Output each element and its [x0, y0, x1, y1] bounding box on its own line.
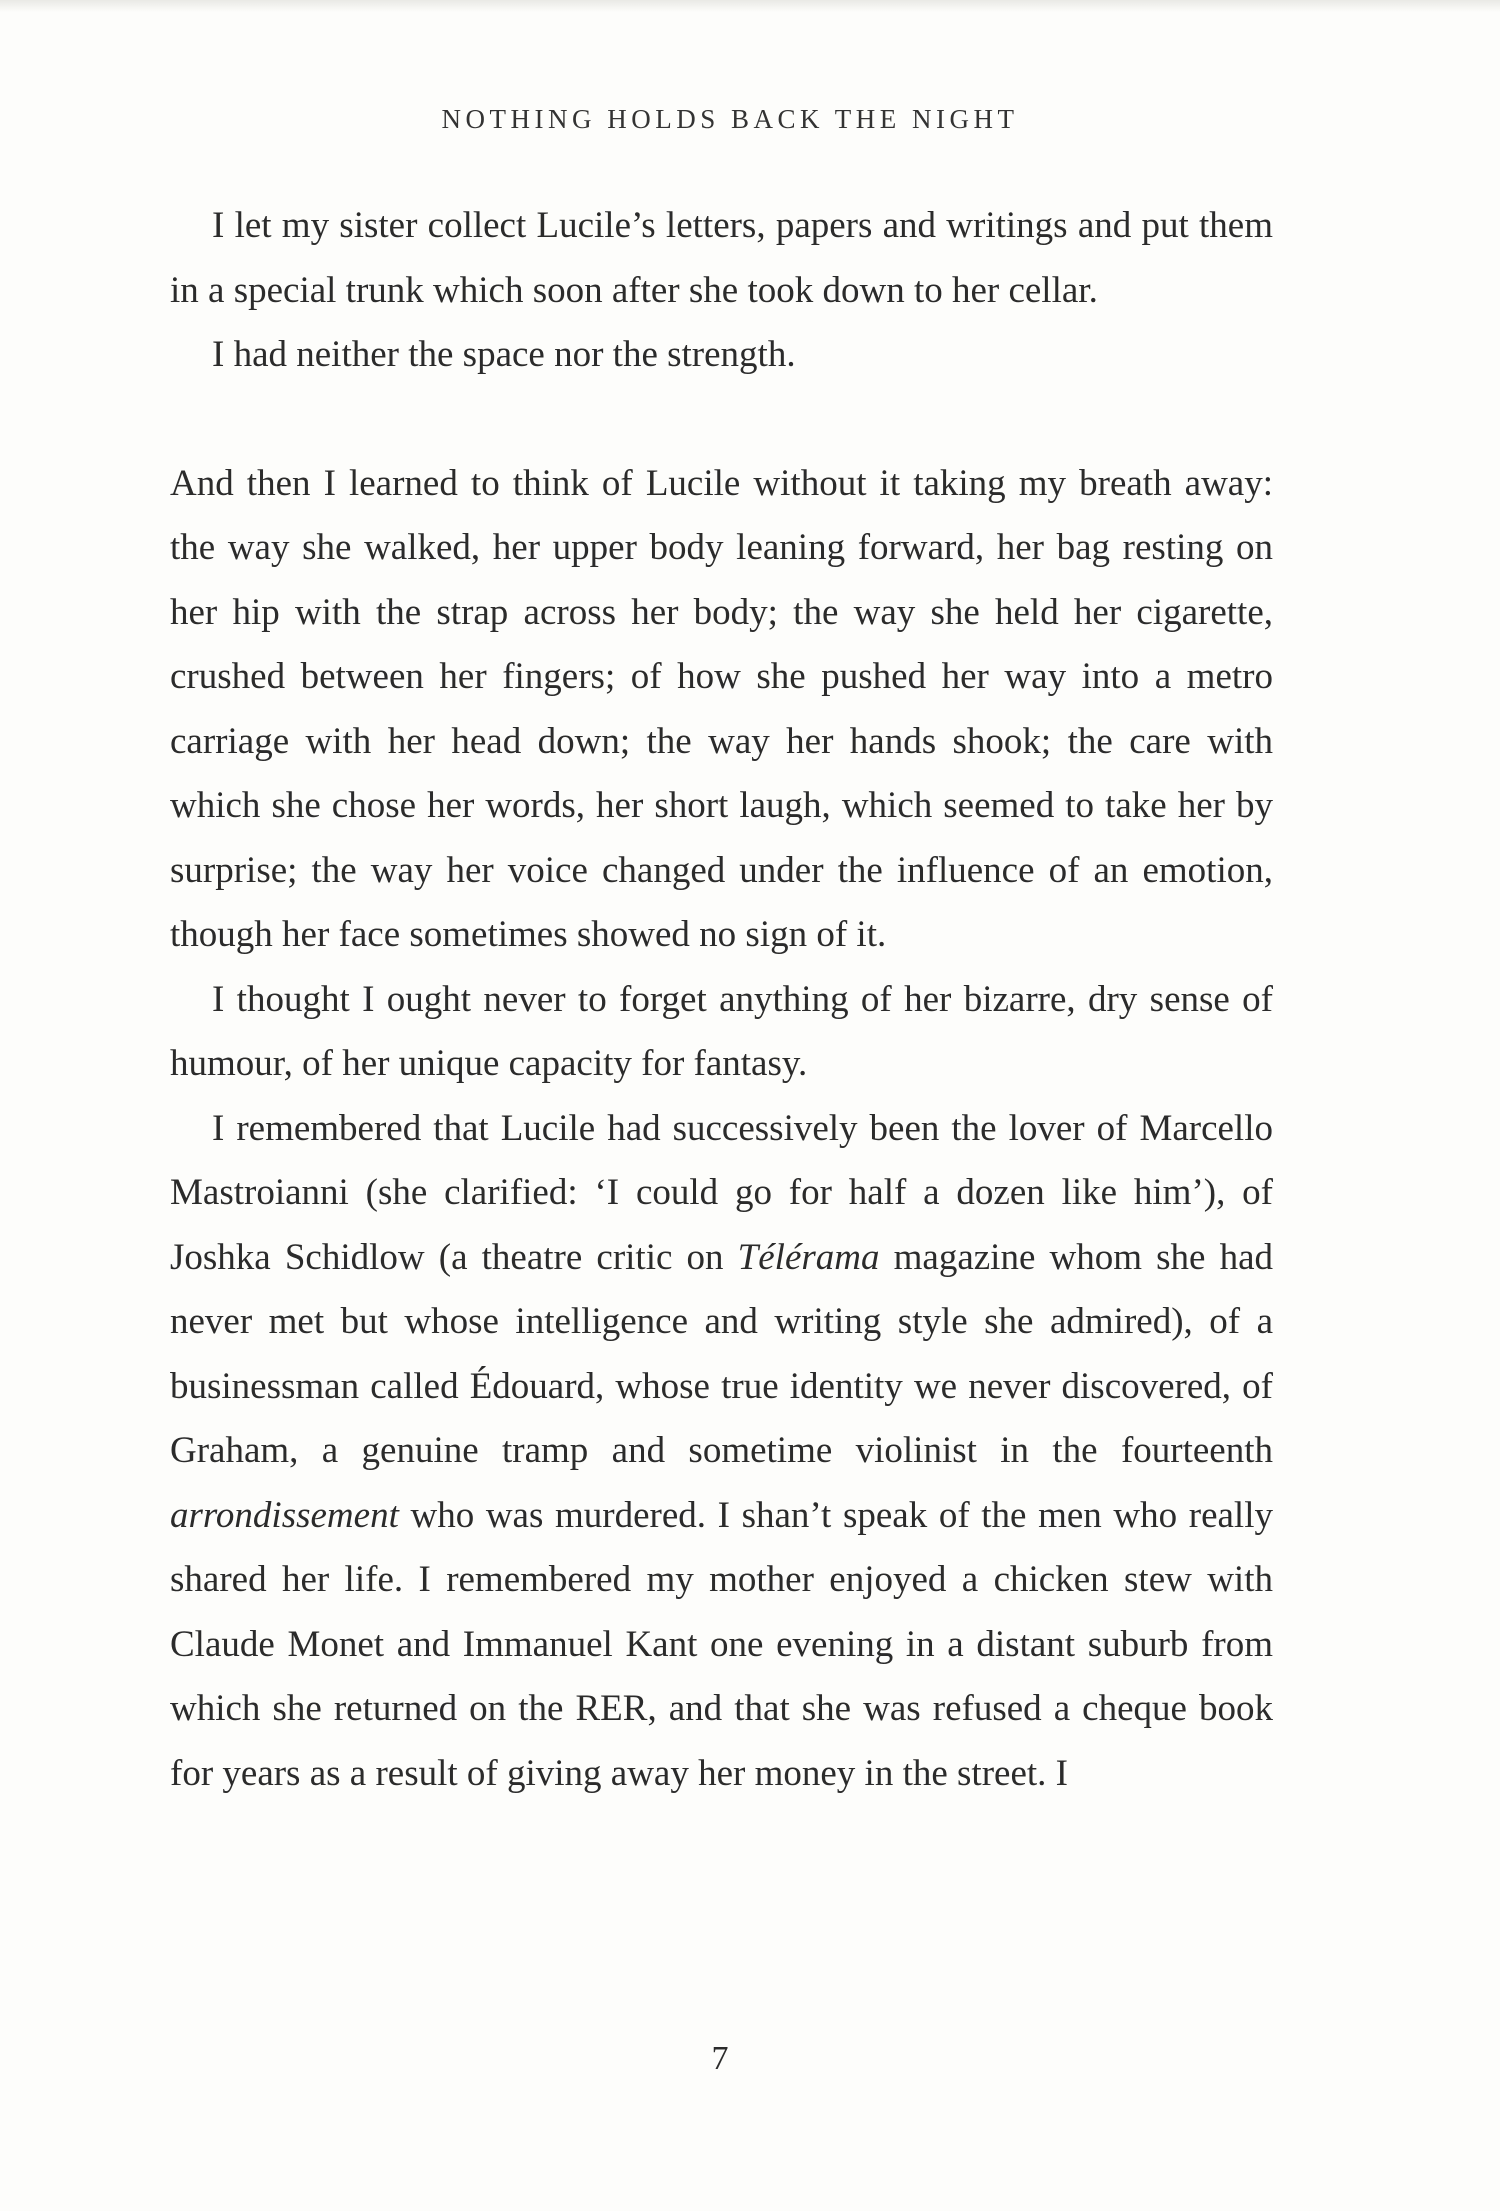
body-text: [170, 194, 1273, 1806]
paragraph-5-text-1: I remembered that Lucile had successively been the lover of Marcello Mastroianni (she clarified: ‘I could go for half a dozen like him’), of Joshka Schidlow (a theatre critic on: [170, 1107, 1273, 1278]
magazine-title: Télérama: [737, 1236, 880, 1278]
arrondissement-term: arrondissement: [170, 1494, 399, 1536]
paragraph-3: And then I learned to think of Lucile without it taking my breath away: the way she walked, her upper body leaning forward, her bag resting on her hip with the strap across her body; the way she held her cigarette, crushed between her fingers; of how she pushed her way into a metro carriage with her head down; the way her hands shook; the care with which she chose her words, her short laugh, which seemed to take her by surprise; the way her voice changed under the influence of an emotion, though her face sometimes showed no sign of it.: [170, 462, 1273, 955]
running-head: NOTHING HOLDS BACK THE NIGHT: [441, 104, 1019, 134]
paragraph-4: I thought I ought never to forget anything of her bizarre, dry sense of humour, of her unique capacity for fantasy.: [170, 978, 1273, 1084]
paragraph-5-text-2: magazine whom she had never met but whose intelligence and writing style she admired), of a businessman called Édouard, whose true identity we never discovered, of Graham, a genuine tramp and sometime violinist in the fourteenth: [170, 1236, 1273, 1471]
paragraph-1: I let my sister collect Lucile’s letters, papers and writings and put them in a special trunk which soon after she took down to her cellar.: [170, 205, 1273, 311]
paragraph-2: I had neither the space nor the strength.: [212, 334, 796, 375]
paragraph-5: [170, 1097, 1273, 1807]
page-top-edge: [0, 0, 1500, 12]
paragraph-5-text-3: who was murdered. I shan’t speak of the men who really shared her life. I remembered my mother enjoyed a chicken stew with Claude Monet and Immanuel Kant one evening in a distant suburb from which she returned on the RER, and that she was refused a cheque book for years as a result of giving away her money in the street. I: [170, 1494, 1273, 1794]
page-number: 7: [711, 2040, 729, 2077]
